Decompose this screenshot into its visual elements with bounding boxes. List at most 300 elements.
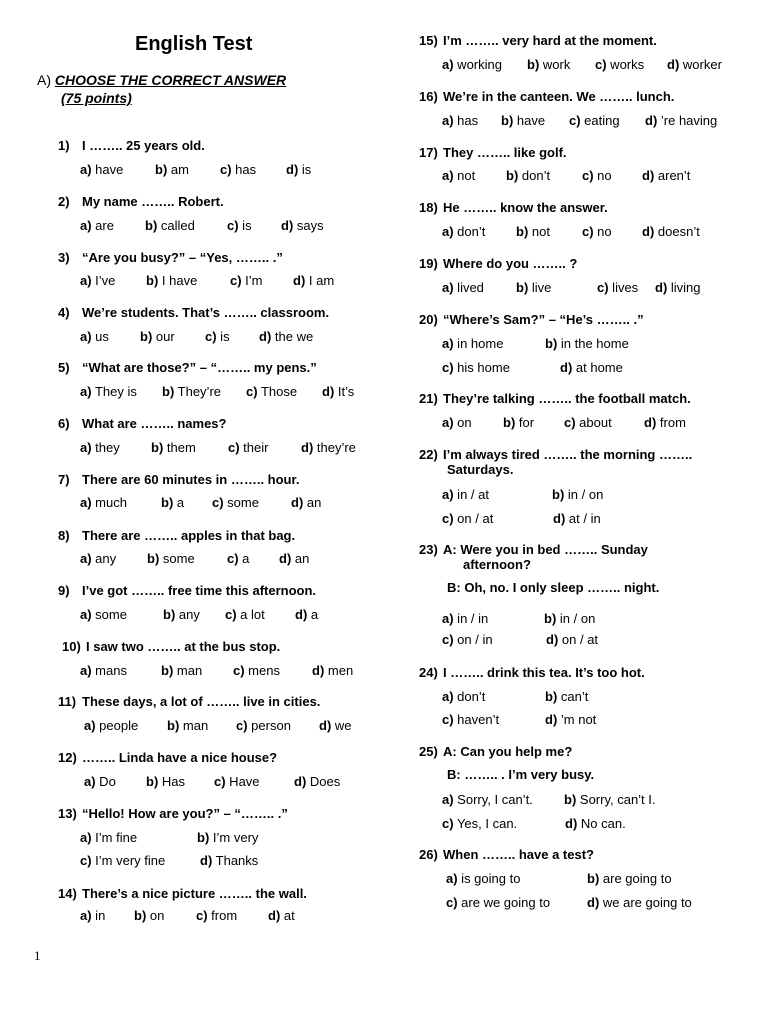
- option-letter: b): [140, 329, 153, 344]
- question-number: 12): [58, 750, 77, 765]
- option-letter: b): [134, 908, 147, 923]
- option-text: any: [91, 551, 117, 566]
- question-text: …….. Linda have a nice house?: [82, 750, 278, 765]
- question-number: 3): [58, 250, 70, 265]
- option-text: some: [91, 607, 127, 622]
- option-letter: a): [84, 718, 96, 733]
- option-letter: b): [145, 218, 158, 233]
- option-text: a: [307, 607, 319, 622]
- answer-option-a[interactable]: [442, 57, 502, 72]
- question-25: [419, 744, 594, 782]
- answer-option-d[interactable]: [546, 632, 598, 647]
- question-2: [58, 194, 224, 209]
- answer-option-d[interactable]: [587, 895, 692, 910]
- answer-option-d[interactable]: [645, 113, 717, 128]
- answer-option-d[interactable]: [560, 360, 623, 375]
- option-text: man: [173, 663, 203, 678]
- answer-option-b[interactable]: [544, 611, 595, 626]
- option-letter: b): [516, 280, 529, 295]
- option-letter: b): [163, 607, 176, 622]
- option-letter: a): [442, 487, 454, 502]
- answer-option-d[interactable]: [281, 218, 324, 233]
- answer-option-d[interactable]: [565, 816, 626, 831]
- question-18: [419, 200, 608, 215]
- option-letter: b): [162, 384, 175, 399]
- answer-option-b[interactable]: [516, 224, 550, 239]
- answer-option-d[interactable]: [655, 280, 701, 295]
- answer-option-c[interactable]: [597, 280, 638, 295]
- answer-option-a[interactable]: [80, 162, 123, 177]
- option-letter: a): [80, 908, 92, 923]
- answer-option-b[interactable]: [564, 792, 656, 807]
- question-text: My name …….. Robert.: [82, 194, 224, 209]
- answer-option-d[interactable]: [667, 57, 722, 72]
- answer-option-a[interactable]: [80, 440, 120, 455]
- answer-option-d[interactable]: [291, 495, 321, 510]
- option-letter: c): [230, 273, 242, 288]
- option-text: work: [539, 57, 571, 72]
- answer-option-d[interactable]: [294, 774, 340, 789]
- answer-option-c[interactable]: [227, 218, 252, 233]
- option-letter: b): [527, 57, 540, 72]
- option-letter: d): [667, 57, 680, 72]
- answer-option-a[interactable]: [80, 607, 127, 622]
- answer-option-c[interactable]: [236, 718, 291, 733]
- option-text: a lot: [236, 607, 265, 622]
- option-text: from: [656, 415, 686, 430]
- question-text: I’m …….. very hard at the moment.: [443, 33, 657, 48]
- option-letter: d): [293, 273, 306, 288]
- answer-option-b[interactable]: [162, 384, 221, 399]
- answer-option-c[interactable]: [569, 113, 620, 128]
- option-text: is: [298, 162, 312, 177]
- option-letter: d): [644, 415, 657, 430]
- option-text: some: [223, 495, 259, 510]
- answer-option-c[interactable]: [214, 774, 260, 789]
- answer-option-c[interactable]: [442, 712, 499, 727]
- option-text: people: [95, 718, 139, 733]
- option-letter: c): [595, 57, 607, 72]
- option-letter: c): [442, 511, 454, 526]
- option-letter: b): [503, 415, 516, 430]
- question-text: I saw two …….. at the bus stop.: [86, 639, 281, 654]
- option-text: Sorry, can’t I.: [576, 792, 656, 807]
- option-letter: d): [295, 607, 308, 622]
- question-text: They …….. like golf.: [443, 145, 567, 160]
- option-text: mans: [91, 663, 127, 678]
- answer-option-a[interactable]: [80, 495, 127, 510]
- question-15: [419, 33, 657, 48]
- option-letter: d): [259, 329, 272, 344]
- answer-option-c[interactable]: [225, 607, 265, 622]
- answer-option-c[interactable]: [442, 511, 493, 526]
- answer-option-a[interactable]: [80, 830, 137, 845]
- question-text: There are …….. apples in that bag.: [82, 528, 296, 543]
- option-letter: c): [597, 280, 609, 295]
- question-number: 11): [58, 694, 77, 709]
- option-text: on / in: [453, 632, 493, 647]
- answer-option-a[interactable]: [80, 218, 114, 233]
- option-letter: c): [564, 415, 576, 430]
- question-number: 14): [58, 886, 77, 901]
- answer-option-b[interactable]: [501, 113, 545, 128]
- option-text: I’m very: [209, 830, 259, 845]
- option-letter: a): [80, 607, 92, 622]
- option-text: living: [667, 280, 701, 295]
- option-text: man: [179, 718, 209, 733]
- option-letter: c): [225, 607, 237, 622]
- option-letter: d): [565, 816, 578, 831]
- option-letter: c): [80, 853, 92, 868]
- answer-option-c[interactable]: [446, 895, 550, 910]
- question-number: 24): [419, 665, 438, 680]
- question-number: 18): [419, 200, 438, 215]
- option-text: from: [207, 908, 238, 923]
- option-letter: b): [545, 336, 558, 351]
- option-letter: d): [587, 895, 600, 910]
- question-number: 15): [419, 33, 438, 48]
- option-text: in: [91, 908, 106, 923]
- answer-option-b[interactable]: [167, 718, 208, 733]
- question-text: These days, a lot of …….. live in cities.: [82, 694, 321, 709]
- option-letter: c): [220, 162, 232, 177]
- option-letter: c): [442, 816, 454, 831]
- question-text: When …….. have a test?: [443, 847, 594, 862]
- answer-option-c[interactable]: [220, 162, 256, 177]
- option-letter: a): [442, 113, 454, 128]
- option-letter: d): [642, 224, 655, 239]
- answer-option-a[interactable]: [442, 224, 485, 239]
- page-title: English Test: [135, 33, 253, 55]
- question-number: 20): [419, 312, 438, 327]
- answer-option-d[interactable]: [644, 415, 686, 430]
- option-text: are going to: [599, 871, 672, 886]
- option-text: has: [231, 162, 257, 177]
- option-text: in / on: [556, 611, 596, 626]
- option-text: for: [515, 415, 535, 430]
- answer-option-b[interactable]: [506, 168, 550, 183]
- question-11: [58, 694, 320, 709]
- answer-option-d[interactable]: [286, 162, 311, 177]
- answer-option-b[interactable]: [151, 440, 196, 455]
- option-letter: b): [506, 168, 519, 183]
- answer-option-a[interactable]: [80, 273, 115, 288]
- option-text: I’m fine: [91, 830, 138, 845]
- option-text: Has: [158, 774, 186, 789]
- answer-option-b[interactable]: [140, 329, 175, 344]
- answer-option-c[interactable]: [442, 816, 517, 831]
- option-text: in / at: [453, 487, 489, 502]
- option-letter: a): [80, 218, 92, 233]
- answer-option-d[interactable]: [545, 712, 596, 727]
- question-text: He …….. know the answer.: [443, 200, 608, 215]
- answer-option-a[interactable]: [442, 689, 485, 704]
- option-letter: d): [545, 712, 558, 727]
- option-text: eating: [580, 113, 620, 128]
- option-text: any: [175, 607, 200, 622]
- option-text: works: [606, 57, 645, 72]
- answer-option-a[interactable]: [442, 168, 475, 183]
- option-text: in the home: [557, 336, 629, 351]
- question-number: 9): [58, 583, 70, 598]
- option-letter: c): [233, 663, 245, 678]
- answer-option-c[interactable]: [246, 384, 297, 399]
- answer-option-c[interactable]: [227, 551, 249, 566]
- option-text: No can.: [577, 816, 626, 831]
- answer-option-a[interactable]: [80, 384, 137, 399]
- option-letter: a): [442, 792, 454, 807]
- option-text: I have: [158, 273, 198, 288]
- section-points: (75 points): [61, 90, 132, 106]
- option-text: an: [303, 495, 322, 510]
- option-text: working: [453, 57, 502, 72]
- answer-option-c[interactable]: [582, 168, 612, 183]
- answer-option-b[interactable]: [545, 336, 629, 351]
- question-text: They’re talking …….. the football match.: [443, 391, 691, 406]
- option-text: them: [163, 440, 196, 455]
- option-letter: a): [80, 384, 92, 399]
- option-text: ’re having: [657, 113, 718, 128]
- answer-option-b[interactable]: [145, 218, 195, 233]
- option-text: not: [528, 224, 550, 239]
- answer-option-c[interactable]: [442, 632, 493, 647]
- question-text: Where do you …….. ?: [443, 256, 578, 271]
- answer-option-a[interactable]: [442, 792, 533, 807]
- answer-option-b[interactable]: [527, 57, 570, 72]
- option-letter: a): [80, 495, 92, 510]
- option-letter: d): [200, 853, 213, 868]
- option-letter: d): [291, 495, 304, 510]
- section-title: CHOOSE THE CORRECT ANSWER: [54, 72, 287, 88]
- question-number: 13): [58, 806, 77, 821]
- answer-option-b[interactable]: [197, 830, 258, 845]
- option-letter: d): [546, 632, 559, 647]
- option-letter: d): [286, 162, 299, 177]
- option-text: don’t: [453, 689, 486, 704]
- answer-option-d[interactable]: [293, 273, 334, 288]
- question-14: [58, 886, 307, 901]
- option-letter: d): [319, 718, 332, 733]
- question-text-continued: Saturdays.: [447, 462, 514, 477]
- answer-option-b[interactable]: [161, 495, 184, 510]
- option-letter: b): [161, 663, 174, 678]
- option-text: I’m: [241, 273, 263, 288]
- answer-option-d[interactable]: [312, 663, 353, 678]
- answer-option-a[interactable]: [442, 113, 478, 128]
- answer-option-c[interactable]: [564, 415, 612, 430]
- option-letter: b): [146, 273, 159, 288]
- answer-option-d[interactable]: [642, 224, 700, 239]
- option-letter: c): [446, 895, 458, 910]
- option-text: is: [216, 329, 230, 344]
- option-letter: d): [560, 360, 573, 375]
- option-letter: b): [146, 774, 159, 789]
- answer-option-a[interactable]: [442, 415, 472, 430]
- option-letter: a): [442, 168, 454, 183]
- option-text: haven’t: [453, 712, 500, 727]
- answer-option-b[interactable]: [552, 487, 603, 502]
- option-letter: b): [545, 689, 558, 704]
- answer-option-a[interactable]: [442, 280, 484, 295]
- question-9: [58, 583, 316, 598]
- question-7: [58, 472, 299, 487]
- option-text: lives: [608, 280, 639, 295]
- question-text: I …….. drink this tea. It’s too hot.: [443, 665, 645, 680]
- question-text: I’m always tired …….. the morning ……..: [443, 447, 693, 462]
- option-letter: b): [161, 495, 174, 510]
- answer-option-b[interactable]: [161, 663, 202, 678]
- answer-option-b[interactable]: [516, 280, 551, 295]
- answer-option-a[interactable]: [84, 718, 138, 733]
- option-letter: a): [80, 273, 92, 288]
- option-text: a: [173, 495, 185, 510]
- answer-option-d[interactable]: [322, 384, 354, 399]
- option-letter: a): [442, 336, 454, 351]
- question-text: A: Were you in bed …….. Sunday: [443, 542, 648, 557]
- answer-option-b[interactable]: [155, 162, 189, 177]
- answer-option-b[interactable]: [134, 908, 164, 923]
- option-letter: a): [442, 611, 454, 626]
- answer-option-c[interactable]: [595, 57, 644, 72]
- option-letter: a): [80, 663, 92, 678]
- answer-option-b[interactable]: [503, 415, 534, 430]
- answer-option-b[interactable]: [545, 689, 588, 704]
- option-text: men: [324, 663, 354, 678]
- option-text: person: [247, 718, 291, 733]
- option-text: they’re: [313, 440, 356, 455]
- section-heading: [37, 71, 286, 107]
- answer-option-d[interactable]: [279, 551, 309, 566]
- answer-option-d[interactable]: [268, 908, 295, 923]
- option-letter: b): [167, 718, 180, 733]
- option-letter: c): [212, 495, 224, 510]
- question-text: I’ve got …….. free time this afternoon.: [82, 583, 317, 598]
- option-letter: a): [442, 280, 454, 295]
- answer-option-c[interactable]: [442, 360, 510, 375]
- option-text: Those: [257, 384, 298, 399]
- question-number: 2): [58, 194, 70, 209]
- answer-option-c[interactable]: [230, 273, 263, 288]
- question-text: “Where’s Sam?” – “He’s …….. .”: [443, 312, 644, 327]
- answer-option-b[interactable]: [147, 551, 195, 566]
- question-20: [419, 312, 644, 327]
- option-letter: c): [196, 908, 208, 923]
- option-letter: c): [236, 718, 248, 733]
- answer-option-d[interactable]: [295, 607, 318, 622]
- option-letter: b): [552, 487, 565, 502]
- option-letter: c): [228, 440, 240, 455]
- answer-option-a[interactable]: [442, 611, 488, 626]
- answer-option-a[interactable]: [80, 663, 127, 678]
- answer-option-d[interactable]: [642, 168, 690, 183]
- answer-option-a[interactable]: [80, 551, 116, 566]
- option-text: aren’t: [654, 168, 691, 183]
- question-number: 17): [419, 145, 438, 160]
- answer-option-d[interactable]: [259, 329, 313, 344]
- answer-option-c[interactable]: [212, 495, 259, 510]
- option-text: on / at: [453, 511, 494, 526]
- option-letter: b): [544, 611, 557, 626]
- answer-option-d[interactable]: [301, 440, 356, 455]
- question-number: 10): [62, 639, 81, 654]
- option-text: I am: [305, 273, 335, 288]
- answer-option-a[interactable]: [446, 871, 520, 886]
- answer-option-c[interactable]: [233, 663, 280, 678]
- question-number: 1): [58, 138, 70, 153]
- answer-option-a[interactable]: [442, 487, 489, 502]
- option-text: in home: [453, 336, 504, 351]
- option-letter: d): [322, 384, 335, 399]
- answer-option-c[interactable]: [582, 224, 612, 239]
- option-letter: a): [80, 830, 92, 845]
- answer-option-d[interactable]: [200, 853, 258, 868]
- answer-option-c[interactable]: [205, 329, 230, 344]
- answer-option-a[interactable]: [442, 336, 503, 351]
- question-24: [419, 665, 645, 680]
- option-letter: a): [84, 774, 96, 789]
- option-letter: d): [281, 218, 294, 233]
- answer-option-b[interactable]: [163, 607, 200, 622]
- answer-option-a[interactable]: [80, 908, 105, 923]
- option-letter: c): [227, 218, 239, 233]
- answer-option-c[interactable]: [196, 908, 237, 923]
- option-letter: d): [268, 908, 281, 923]
- question-10: [62, 639, 280, 654]
- option-text: It’s: [334, 384, 355, 399]
- answer-option-b[interactable]: [146, 774, 185, 789]
- answer-option-b[interactable]: [146, 273, 197, 288]
- option-letter: c): [246, 384, 258, 399]
- option-letter: d): [312, 663, 325, 678]
- option-text: no: [593, 168, 612, 183]
- question-8: [58, 528, 295, 543]
- answer-option-a[interactable]: [80, 329, 109, 344]
- option-text: worker: [679, 57, 722, 72]
- option-text: on: [453, 415, 472, 430]
- option-letter: a): [442, 57, 454, 72]
- answer-option-d[interactable]: [553, 511, 601, 526]
- option-text: much: [91, 495, 127, 510]
- option-text: Do: [95, 774, 116, 789]
- question-number: 26): [419, 847, 438, 862]
- option-letter: a): [80, 162, 92, 177]
- option-letter: d): [294, 774, 307, 789]
- option-text: called: [157, 218, 195, 233]
- option-letter: d): [642, 168, 655, 183]
- answer-option-b[interactable]: [587, 871, 672, 886]
- option-text: some: [159, 551, 195, 566]
- question-text: “What are those?” – “…….. my pens.”: [82, 360, 317, 375]
- option-letter: b): [516, 224, 529, 239]
- question-3: [58, 250, 283, 265]
- option-letter: b): [155, 162, 168, 177]
- option-text: can’t: [557, 689, 589, 704]
- question-text-part-b: B: …….. . I’m very busy.: [447, 767, 595, 782]
- option-text: have: [513, 113, 546, 128]
- option-letter: b): [197, 830, 210, 845]
- option-text: Does: [306, 774, 341, 789]
- option-letter: a): [80, 329, 92, 344]
- option-text: is going to: [457, 871, 521, 886]
- answer-option-d[interactable]: [319, 718, 352, 733]
- answer-option-a[interactable]: [84, 774, 116, 789]
- option-letter: b): [147, 551, 160, 566]
- option-text: doesn’t: [654, 224, 700, 239]
- option-text: live: [528, 280, 552, 295]
- answer-option-c[interactable]: [80, 853, 165, 868]
- answer-option-c[interactable]: [228, 440, 268, 455]
- option-text: Sorry, I can’t.: [453, 792, 533, 807]
